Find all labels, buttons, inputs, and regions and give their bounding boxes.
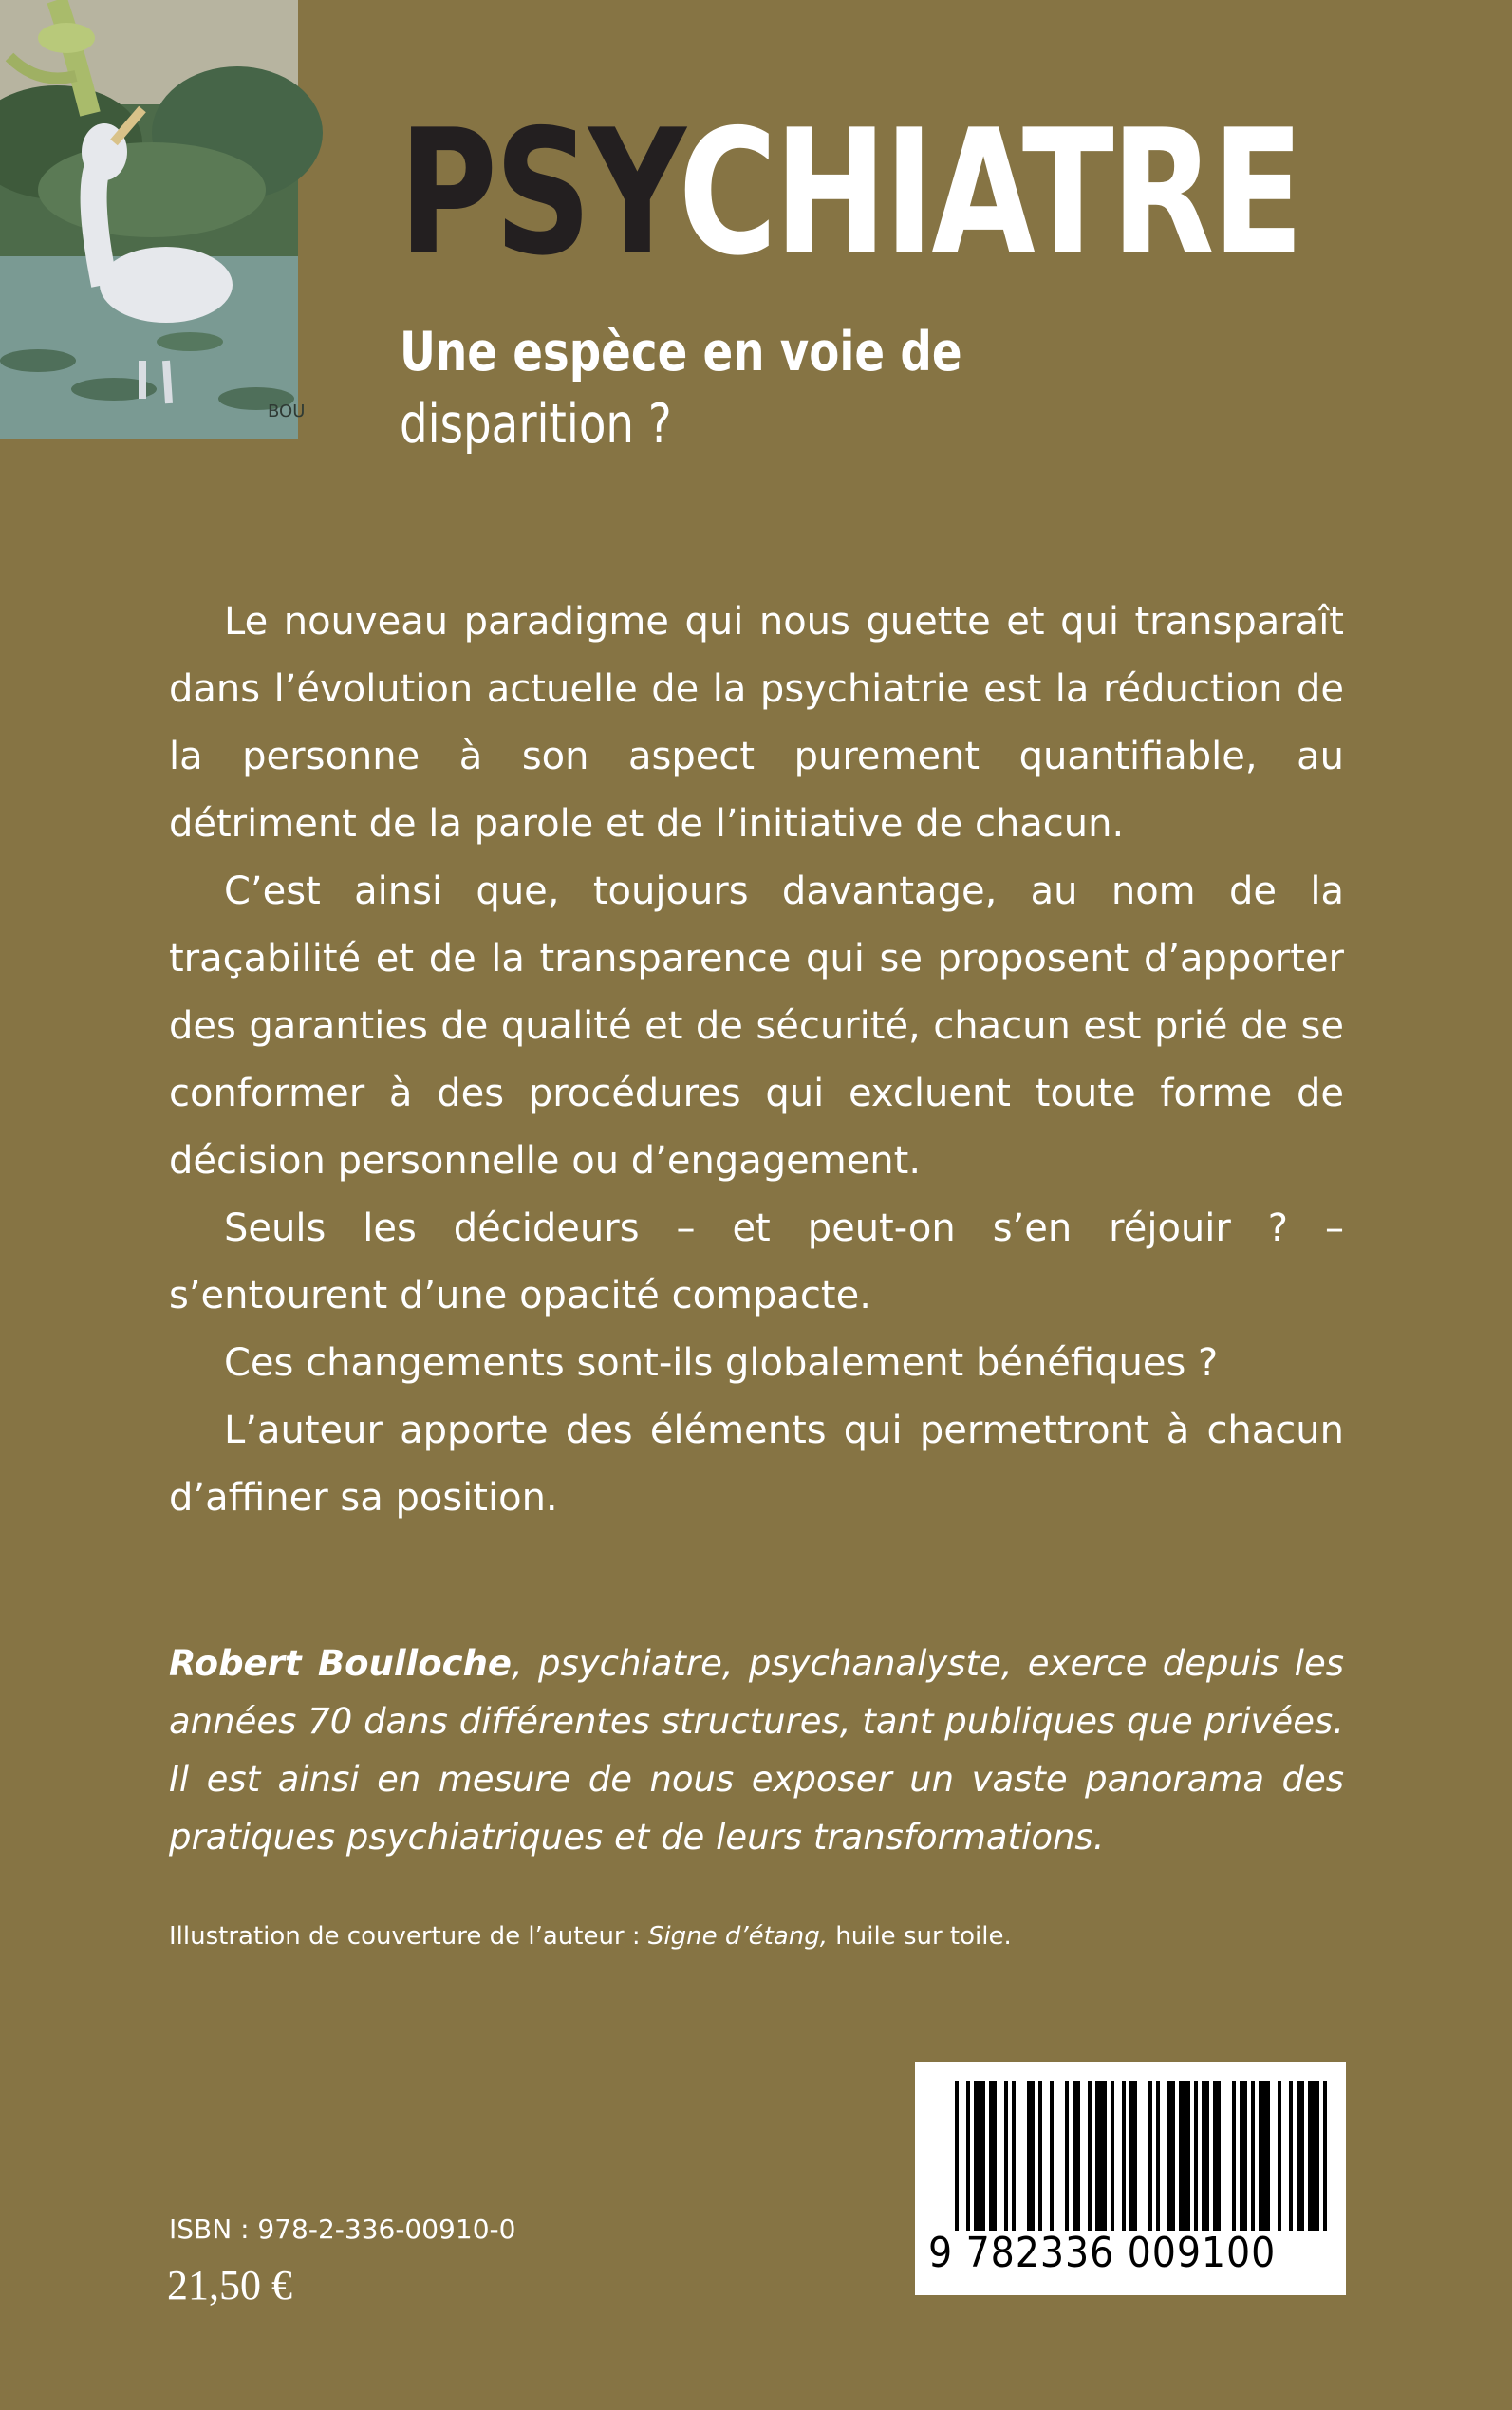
barcode-bar: [1251, 2081, 1255, 2231]
barcode-bar: [1050, 2081, 1054, 2231]
painting-image: [0, 0, 298, 439]
barcode-bar: [1065, 2081, 1069, 2231]
barcode-bar: [1038, 2081, 1042, 2231]
summary-paragraph: Seuls les décideurs – et peut-on s’en réjouir ? – s’entourent d’une opacité compacte.: [169, 1206, 1344, 1317]
barcode-bar: [1167, 2081, 1175, 2231]
summary-paragraph: C’est ainsi que, toujours davantage, au nom de la traçabilité et de la transparence qui se proposent d’apporter des garanties de qualité et de sécurité, chacun est prié de se conformer à des procédures qui excluent toute forme de décision personnelle ou d’engagement.: [169, 869, 1344, 1183]
barcode-bar: [1278, 2081, 1281, 2231]
barcode-bar: [1213, 2081, 1221, 2231]
barcode-bar: [974, 2081, 985, 2231]
barcode-bar: [1202, 2081, 1209, 2231]
barcode-bar: [1323, 2081, 1327, 2231]
barcode-bar: [966, 2081, 970, 2231]
credit-suffix: huile sur toile.: [828, 1922, 1012, 1951]
barcode-bar: [1194, 2081, 1198, 2231]
credit-prefix: Illustration de couverture de l’auteur :: [169, 1922, 648, 1951]
author-bio: [169, 1635, 1344, 1866]
barcode-bar: [1004, 2081, 1008, 2231]
title-part-chiatre: CHIATRE: [678, 92, 1301, 293]
barcode-bar: [1111, 2081, 1114, 2231]
summary-paragraph: Le nouveau paradigme qui nous guette et qui transparaît dans l’évolution actuelle de la psychiatrie est la réduction de la personne à son aspect purement quantifiable, au détriment de la parole et de l’initiative de chacun.: [169, 600, 1344, 846]
barcode-bar: [989, 2081, 997, 2231]
summary-text: [169, 588, 1344, 1532]
subtitle-line-2: disparition ?: [400, 393, 672, 456]
credit-work-title: Signe d’étang,: [647, 1922, 829, 1951]
barcode-bar: [1297, 2081, 1304, 2231]
illustration-credit: [169, 1922, 1012, 1951]
barcode-bar: [1129, 2081, 1137, 2231]
barcode-bar: [1240, 2081, 1247, 2231]
summary-paragraph: Ces changements sont-ils globalement bénéfiques ?: [224, 1341, 1219, 1385]
barcode-bar: [1073, 2081, 1080, 2231]
cover-painting: [0, 0, 306, 439]
barcode-bar: [1027, 2081, 1035, 2231]
summary-paragraph: L’auteur apporte des éléments qui permettront à chacun d’affiner sa position.: [169, 1409, 1344, 1520]
barcode-bar: [1156, 2081, 1160, 2231]
author-bio-text: , psychiatre, psychanalyste, exerce depuis les années 70 dans différentes structures, tant publiques que privées. Il est ainsi en mesure de nous exposer un vaste panorama des pratiques psychiatriques et de leurs transformations.: [169, 1643, 1345, 1858]
price-text: 21,50 €: [167, 2262, 292, 2308]
barcode-bar: [1259, 2081, 1270, 2231]
barcode-bar: [1122, 2081, 1126, 2231]
author-name: Robert Boulloche: [169, 1643, 513, 1684]
barcode-bar: [955, 2081, 959, 2231]
title-part-psy: PSY: [399, 92, 679, 293]
painting-signature: BOU: [268, 402, 306, 421]
subtitle-line-1: Une espèce en voie de: [400, 321, 962, 383]
barcode-bar: [1232, 2081, 1236, 2231]
barcode-bar: [1012, 2081, 1016, 2231]
barcode: [915, 2062, 1346, 2295]
barcode-bar: [1088, 2081, 1092, 2231]
barcode-bar: [1148, 2081, 1152, 2231]
barcode-bar: [1308, 2081, 1319, 2231]
barcode-digits: 9 782336 009100: [928, 2229, 1277, 2277]
isbn-text: ISBN : 978-2-336-00910-0: [169, 2214, 516, 2245]
book-title: [399, 92, 1301, 293]
barcode-bar: [1179, 2081, 1190, 2231]
barcode-bar: [1095, 2081, 1107, 2231]
barcode-bar: [1289, 2081, 1293, 2231]
